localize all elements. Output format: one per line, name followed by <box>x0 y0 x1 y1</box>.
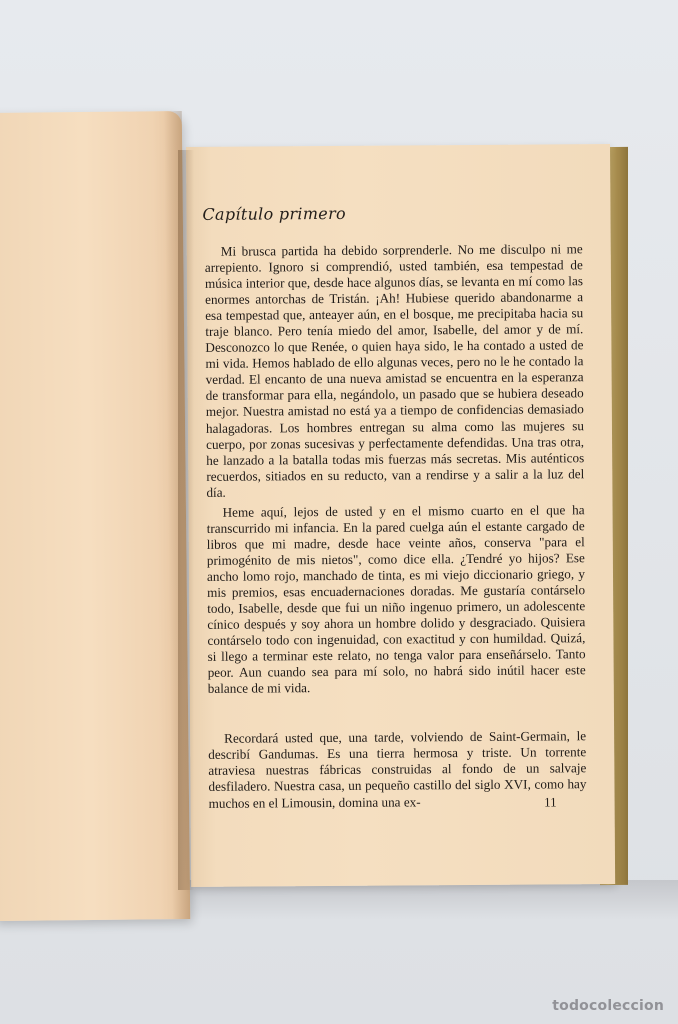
right-page <box>186 144 615 887</box>
page-number: 11 <box>543 794 557 810</box>
watermark-text: todocoleccion <box>552 998 664 1014</box>
paragraph-3: Recordará usted que, una tarde, volviendo de Saint-Germain, le describí Gandumas. Es una tierra hermosa y triste. Un torrente atraviesa nuestras fábricas construidas al fondo de un salvaje desfiladero. Nuestra casa, un pequeño castillo del siglo XVI, como hay muchos en el Limousin, domina una ex- <box>208 728 587 811</box>
body-text <box>205 241 587 811</box>
chapter-title: Capítulo primero <box>202 203 346 224</box>
left-page <box>0 111 190 921</box>
spine-shadow <box>178 150 194 890</box>
paragraph-2: Heme aquí, lejos de usted y en el mismo cuarto en el que ha transcurrido mi infancia. En la pared cuelga aún el estante cargado de libros que mi madre, desde hace veinte años, conserva "para el primogénito de mis nietos", como dice ella. ¿Tendré yo hijos? Ese ancho lomo rojo, manchado de tinta, es mi viejo diccionario griego, y mis premios, esas encuadernaciones doradas. Me gustaría contárselo todo, Isabelle, desde que fui un niño ingenuo primero, un adolescente cínico después y soy ahora un hombre dolido y desgraciado. Quisiera contárselo todo con ingenuidad, con exactitud y con humildad. Quizá, si llego a terminar este relato, no tenga valor para enseñárselo. Tanto peor. Aun cuando sea para mí solo, no habrá sido inútil hacer este balance de mi vida. <box>206 501 586 697</box>
paragraph-1: Mi brusca partida ha debido sorprenderle. No me disculpo ni me arrepiento. Ignoro si comprendió, usted también, esa tempestad de música interior que, desde hace algunos días, se levanta en mí como las enormes antorchas de Tristán. ¡Ah! Hubiese querido abandonarme a esa tempestad que, anteayer aún, en el bosque, me precipitaba hacia su traje blanco. Pero tenía miedo del amor, Isabelle, del amor y de mí. Desconozco lo que Renée, o quien haya sido, le ha contado a usted de mi vida. Hemos hablado de ello algunas veces, pero no le he contado la verdad. El encanto de una nueva amistad se encuentra en la esperanza de transformar para ella, negándolo, un pasado que se hubiera deseado mejor. Nuestra amistad no está ya a tiempo de confidencias demasiado halagadoras. Los hombres entregan su alma como las mujeres su cuerpo, por zonas sucesivas y perfectamente defendidas. Una tras otra, he lanzado a la batalla todas mis fuerzas más secretas. Mis auténticos recuerdos, sitiados en su reducto, van a rendirse y a salir a la luz del día. <box>204 241 585 500</box>
